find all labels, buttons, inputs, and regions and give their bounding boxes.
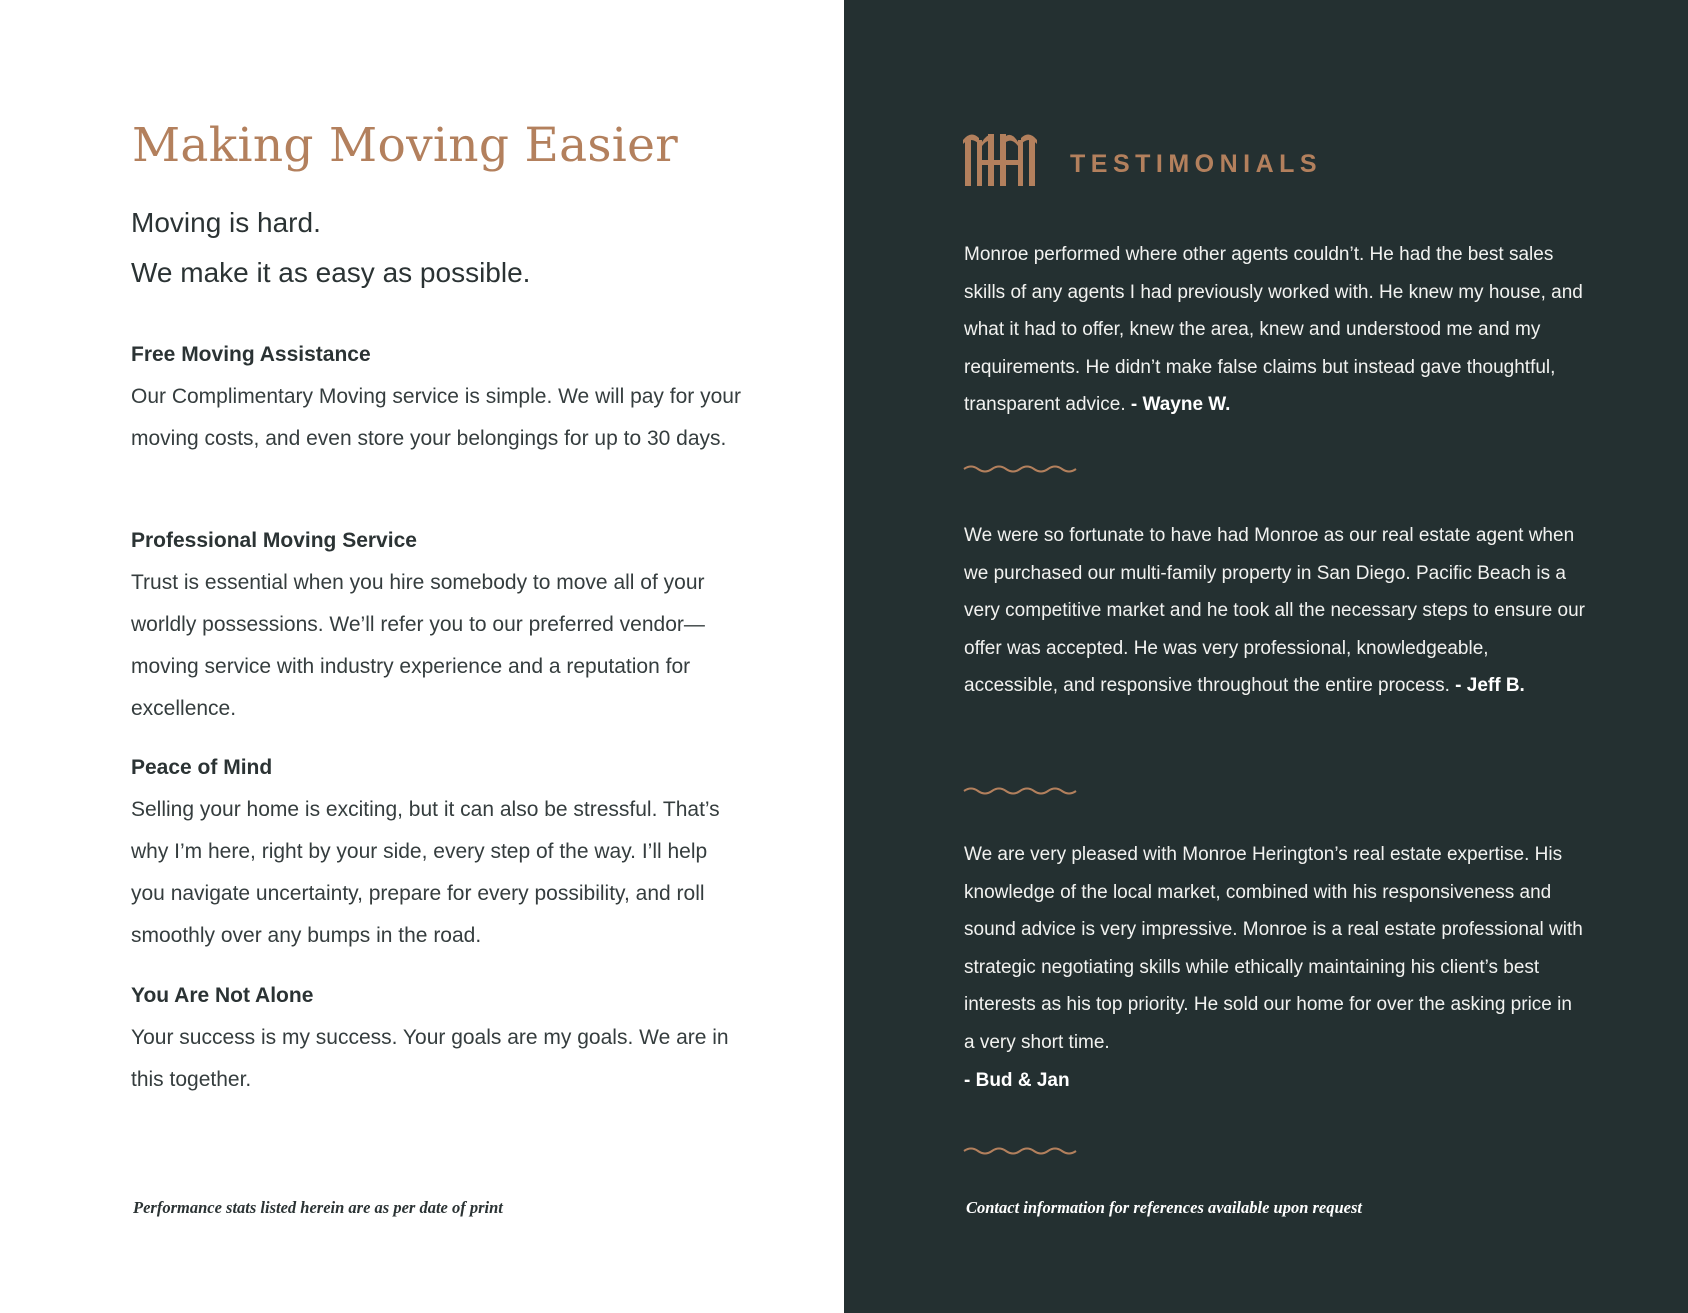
service-section-professional-moving	[131, 526, 741, 730]
testimonial-bud-jan	[964, 836, 1586, 1099]
service-heading: Peace of Mind	[131, 756, 273, 779]
testimonial-wayne	[964, 236, 1586, 424]
service-heading: You Are Not Alone	[131, 984, 314, 1007]
tagline-line-2: We make it as easy as possible.	[131, 257, 531, 288]
footnote-references: Contact information for references available upon request	[966, 1198, 1362, 1217]
service-heading: Professional Moving Service	[131, 529, 417, 552]
service-body: Trust is essential when you hire somebody to move all of your worldly possessions. We’ll refer you to our preferred vendor—moving service with industry experience and a reputation for excellence.	[131, 571, 705, 720]
mh-monogram-icon	[963, 130, 1037, 188]
service-body: Selling your home is exciting, but it can also be stressful. That’s why I’m here, right by your side, every step of the way. I’ll help you navigate uncertainty, prepare for every possibility, and roll smoothly over any bumps in the road.	[131, 798, 720, 947]
footnote-performance-stats: Performance stats listed herein are as per date of print	[133, 1198, 503, 1217]
testimonial-text: We are very pleased with Monroe Herington’s real estate expertise. His knowledge of the local market, combined with his responsiveness and sound advice is very impressive. Monroe is a real estate professional with strategic negotiating skills while ethically maintaining his client’s best interests as his top priority. He sold our home for over the asking price in a very short time.	[964, 844, 1583, 1053]
testimonial-author: - Wayne W.	[1130, 394, 1231, 416]
testimonial-text: We were so fortunate to have had Monroe as our real estate agent when we purchased our multi-family property in San Diego. Pacific Beach is a very competitive market and he took all the necessary steps to ensure our offer was accepted. He was very professional, knowledgeable, accessible, and responsive throughout the entire process.	[964, 525, 1585, 697]
service-section-not-alone	[131, 981, 741, 1101]
service-body: Our Complimentary Moving service is simple. We will pay for your moving costs, and even store your belongings for up to 30 days.	[131, 385, 741, 450]
service-section-peace-of-mind	[131, 753, 741, 957]
service-heading: Free Moving Assistance	[131, 343, 371, 366]
testimonial-jeff	[964, 517, 1586, 705]
wave-divider-icon	[963, 463, 1079, 475]
page-title: Making Moving Easier	[132, 118, 679, 173]
wave-divider-icon	[963, 1145, 1079, 1157]
testimonials-heading: TESTIMONIALS	[1070, 150, 1323, 178]
service-section-free-moving	[131, 340, 741, 460]
testimonial-author: - Bud & Jan	[964, 1069, 1070, 1091]
wave-divider-icon	[963, 785, 1079, 797]
service-body: Your success is my success. Your goals are my goals. We are in this together.	[131, 1026, 729, 1091]
tagline-line-1: Moving is hard.	[131, 207, 321, 238]
testimonial-text: Monroe performed where other agents couldn’t. He had the best sales skills of any agents I had previously worked with. He knew my house, and what it had to offer, knew the area, knew and understood me and my requirements. He didn’t make false claims but instead gave thoughtful, transparent advice.	[964, 244, 1583, 416]
testimonial-author: - Jeff B.	[1455, 675, 1525, 697]
